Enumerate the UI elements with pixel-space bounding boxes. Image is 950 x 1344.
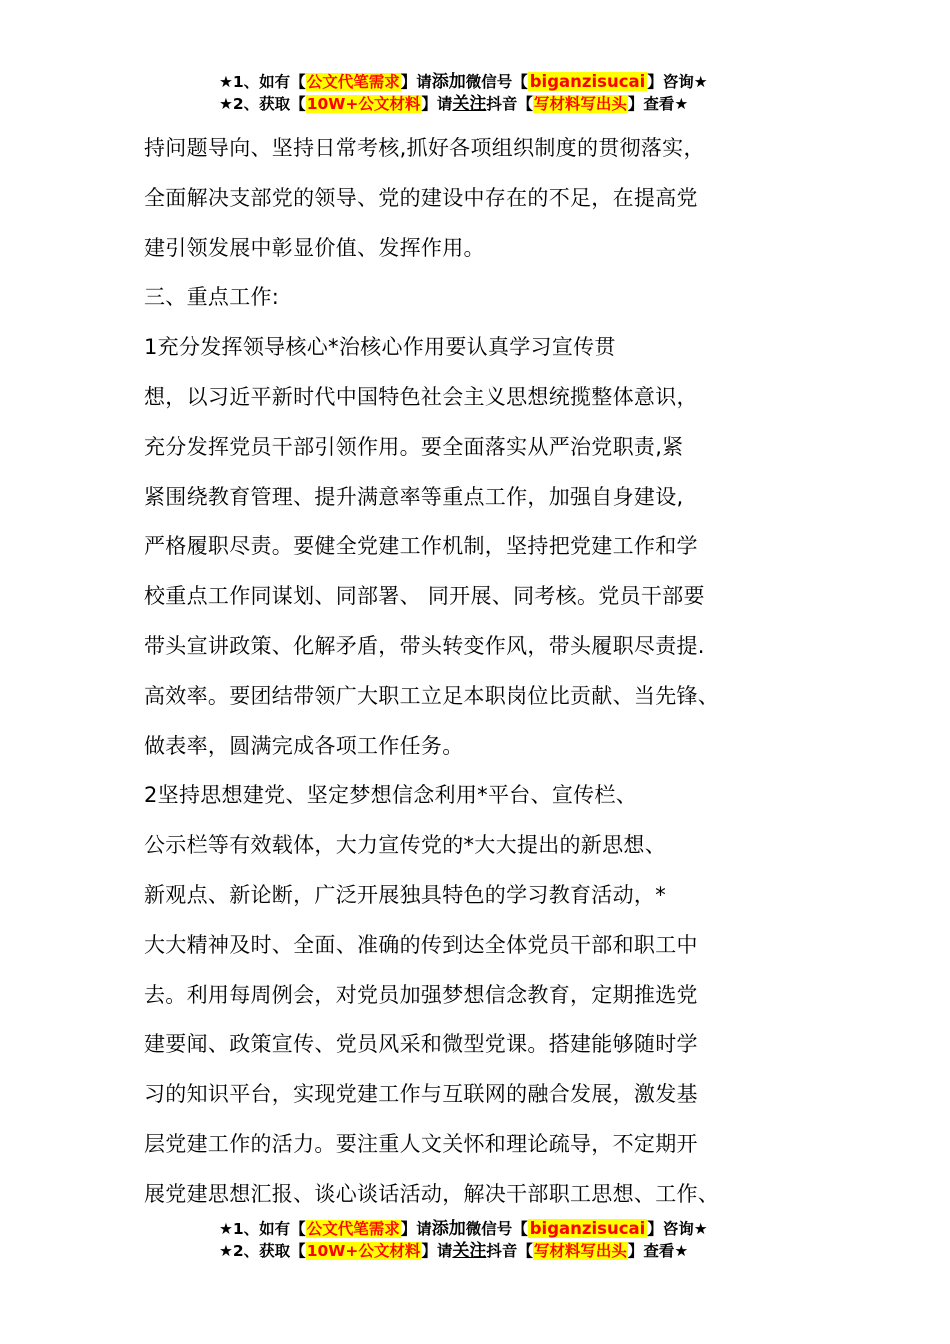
banner-text: 】请 xyxy=(421,1242,453,1260)
banner-text: 】请 xyxy=(400,1220,432,1238)
body-line: 1充分发挥领导核心*治核心作用要认真学习宣传贯 xyxy=(144,335,616,360)
body-line: 大大精神及时、全面、准确的传到达全体党员干部和职工中 xyxy=(144,932,698,957)
banner-text: ★1、如有【 xyxy=(219,1220,306,1238)
banner-text: ★1、如有【 xyxy=(219,73,306,91)
body-line: 做表率，圆满完成各项工作任务。 xyxy=(144,733,464,758)
banner-text: 抖音【 xyxy=(486,95,533,113)
banner-text: 微信号【 xyxy=(465,1220,528,1238)
body-line: 想，以习近平新时代中国特色社会主义思想统揽整体意识， xyxy=(144,384,698,409)
banner-text: 】请 xyxy=(421,95,453,113)
body-line: 习的知识平台，实现党建工作与互联网的融合发展，激发基 xyxy=(144,1082,698,1107)
banner-text: 】咨询★ xyxy=(647,1220,708,1238)
body-line: 建引领发展中彰显价值、发挥作用。 xyxy=(144,235,485,260)
banner-emphasis: 添加 xyxy=(431,1219,466,1239)
body-line: 高效率。要团结带领广大职工立足本职岗位比贡献、当先锋、 xyxy=(144,683,720,708)
banner-line-1 xyxy=(0,1217,950,1240)
body-line: 严格履职尽责。要健全党建工作机制，坚持把党建工作和学 xyxy=(144,534,698,559)
banner-highlight: 公文代笔需求 xyxy=(306,73,400,91)
banner-line-2 xyxy=(0,93,950,116)
banner-text: 】查看★ xyxy=(627,95,689,113)
header-banner xyxy=(0,70,950,116)
body-line: 充分发挥党员干部引领作用。要全面落实从严治党职责,紧 xyxy=(144,434,684,459)
body-line: 公示栏等有效载体，大力宣传党的*大大提出的新思想、 xyxy=(144,833,666,858)
body-line: 新观点、新论断，广泛开展独具特色的学习教育活动，* xyxy=(144,882,666,907)
banner-text: 抖音【 xyxy=(486,1242,533,1260)
body-line: 全面解决支部党的领导、党的建设中存在的不足，在提高党 xyxy=(144,185,698,210)
banner-wechat-id: biganzisucai xyxy=(529,1219,646,1238)
banner-line-2 xyxy=(0,1240,950,1263)
banner-text: ★2、获取【 xyxy=(219,1242,306,1260)
body-line: 2坚持思想建党、坚定梦想信念利用*平台、宣传栏、 xyxy=(144,783,638,808)
body-line: 三、重点工作: xyxy=(144,285,280,310)
banner-text: 】咨询★ xyxy=(647,73,708,91)
banner-wechat-id: biganzisucai xyxy=(529,72,646,91)
footer-banner xyxy=(0,1217,950,1263)
banner-douyin-name: 写材料写出头 xyxy=(533,1242,627,1260)
banner-text: 】请 xyxy=(400,73,432,91)
banner-line-1 xyxy=(0,70,950,93)
banner-highlight: 公文代笔需求 xyxy=(306,1220,400,1238)
banner-emphasis: 添加 xyxy=(431,72,466,92)
body-line: 去。利用每周例会，对党员加强梦想信念教育，定期推选党 xyxy=(144,982,698,1007)
banner-emphasis: 关注 xyxy=(452,1241,487,1261)
banner-text: ★2、获取【 xyxy=(219,95,306,113)
banner-douyin-name: 写材料写出头 xyxy=(533,95,627,113)
banner-emphasis: 关注 xyxy=(452,94,487,114)
body-line: 紧围绕教育管理、提升满意率等重点工作，加强自身建设, xyxy=(144,484,684,509)
body-line: 带头宣讲政策、化解矛盾，带头转变作风，带头履职尽责提. xyxy=(144,633,705,658)
banner-text: 微信号【 xyxy=(465,73,528,91)
banner-highlight: 10W+公文材料 xyxy=(306,95,421,113)
document-body xyxy=(144,124,764,1220)
body-line: 校重点工作同谋划、同部署、 同开展、同考核。党员干部要 xyxy=(144,584,705,609)
body-line: 持问题导向、坚持日常考核,抓好各项组织制度的贯彻落实， xyxy=(144,136,705,160)
banner-text: 】查看★ xyxy=(627,1242,689,1260)
body-line: 建要闻、政策宣传、党员风采和微型党课。搭建能够随时学 xyxy=(144,1032,698,1057)
body-line: 展党建思想汇报、谈心谈话活动，解决干部职工思想、工作、 xyxy=(144,1181,720,1206)
banner-highlight: 10W+公文材料 xyxy=(306,1242,421,1260)
body-line: 层党建工作的活力。要注重人文关怀和理论疏导，不定期开 xyxy=(144,1131,698,1156)
